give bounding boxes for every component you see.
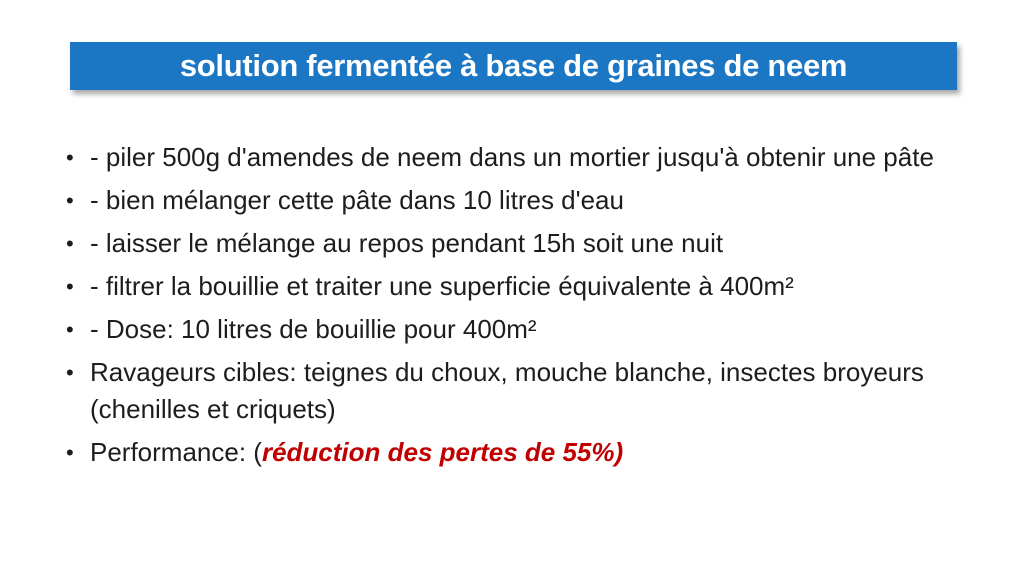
bullet-list <box>66 139 972 477</box>
bullet-text-segment: - Dose: 10 litres de bouillie pour 400m² <box>90 314 537 344</box>
bullet-text <box>90 225 972 262</box>
bullet-item <box>66 311 972 348</box>
bullet-dot-icon: • <box>66 360 74 385</box>
bullet-text-segment: - filtrer la bouillie et traiter une superficie équivalente à 400m² <box>90 271 794 301</box>
bullet-dot-icon: • <box>66 188 74 213</box>
bullet-dot-icon: • <box>66 145 74 170</box>
bullet-dot-icon: • <box>66 440 74 465</box>
slide-title: solution fermentée à base de graines de neem <box>179 48 848 83</box>
bullet-item <box>66 225 972 262</box>
bullet-dot-icon: • <box>66 274 74 299</box>
bullet-text-segment: - bien mélanger cette pâte dans 10 litres d'eau <box>90 185 624 215</box>
bullet-item <box>66 268 972 305</box>
bullet-text-segment: - laisser le mélange au repos pendant 15h soit une nuit <box>90 228 724 258</box>
bullet-item <box>66 139 972 176</box>
bullet-item <box>66 354 972 428</box>
bullet-text-segment: Ravageurs cibles: teignes du choux, mouche blanche, insectes broyeurs (chenilles et criquets) <box>90 357 924 424</box>
bullet-text <box>90 139 972 176</box>
bullet-item <box>66 182 972 219</box>
bullet-text-segment: Performance: ( <box>90 437 262 467</box>
bullet-text-segment: - piler 500g d'amendes de neem dans un mortier jusqu'à obtenir une pâte <box>90 142 934 172</box>
bullet-dot-icon: • <box>66 317 74 342</box>
bullet-text <box>90 434 972 471</box>
bullet-text <box>90 268 972 305</box>
bullet-dot-icon: • <box>66 231 74 256</box>
bullet-text <box>90 182 972 219</box>
bullet-text <box>90 311 972 348</box>
title-banner <box>70 42 957 90</box>
bullet-item <box>66 434 972 471</box>
bullet-text <box>90 354 972 428</box>
highlight-text: réduction des pertes de 55%) <box>261 437 624 467</box>
